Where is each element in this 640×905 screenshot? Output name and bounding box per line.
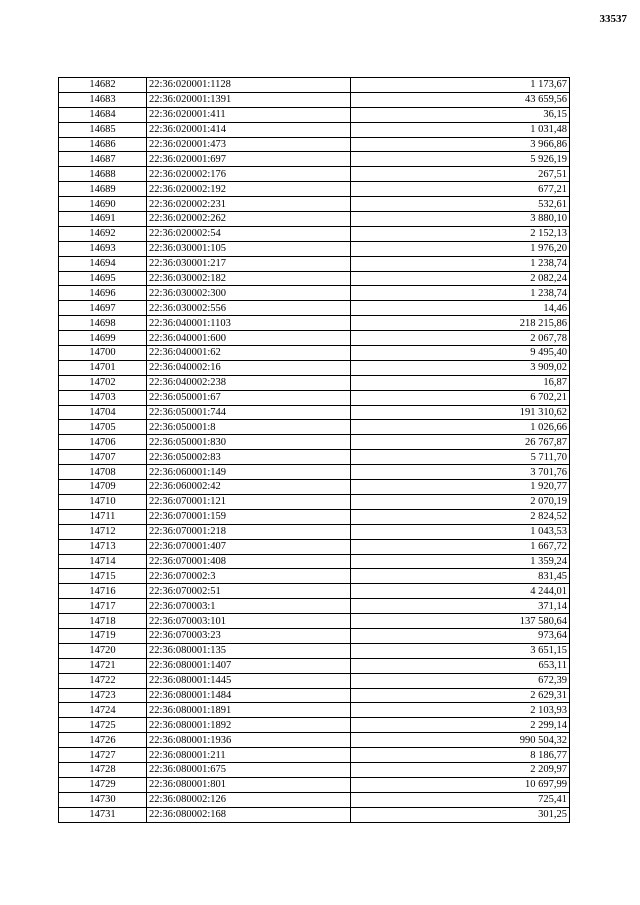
cadastral-number-cell: 22:36:070001:218 xyxy=(147,524,351,539)
table-row xyxy=(59,420,570,435)
row-number-cell: 14689 xyxy=(59,182,147,197)
table-row xyxy=(59,286,570,301)
row-number-cell: 14702 xyxy=(59,375,147,390)
row-number-cell: 14710 xyxy=(59,494,147,509)
cadastral-number-cell: 22:36:050001:67 xyxy=(147,390,351,405)
table-row xyxy=(59,584,570,599)
value-cell: 301,25 xyxy=(351,807,570,822)
value-cell: 672,39 xyxy=(351,673,570,688)
cadastral-number-cell: 22:36:080001:1407 xyxy=(147,658,351,673)
row-number-cell: 14717 xyxy=(59,599,147,614)
cadastral-number-cell: 22:36:070003:1 xyxy=(147,599,351,614)
table-row xyxy=(59,360,570,375)
cadastral-number-cell: 22:36:030002:300 xyxy=(147,286,351,301)
table-row xyxy=(59,643,570,658)
row-number-cell: 14691 xyxy=(59,212,147,227)
row-number-cell: 14728 xyxy=(59,762,147,777)
row-number-cell: 14713 xyxy=(59,539,147,554)
value-cell: 1 238,74 xyxy=(351,286,570,301)
table-row xyxy=(59,256,570,271)
row-number-cell: 14698 xyxy=(59,316,147,331)
row-number-cell: 14723 xyxy=(59,688,147,703)
registry-table-body xyxy=(59,78,570,823)
table-row xyxy=(59,301,570,316)
cadastral-number-cell: 22:36:050001:8 xyxy=(147,420,351,435)
table-row xyxy=(59,435,570,450)
cadastral-number-cell: 22:36:030002:556 xyxy=(147,301,351,316)
cadastral-number-cell: 22:36:030001:105 xyxy=(147,241,351,256)
value-cell: 26 767,87 xyxy=(351,435,570,450)
value-cell: 1 026,66 xyxy=(351,420,570,435)
row-number-cell: 14714 xyxy=(59,554,147,569)
table-row xyxy=(59,777,570,792)
cadastral-number-cell: 22:36:030001:217 xyxy=(147,256,351,271)
cadastral-number-cell: 22:36:080001:1891 xyxy=(147,703,351,718)
value-cell: 9 495,40 xyxy=(351,346,570,361)
value-cell: 191 310,62 xyxy=(351,405,570,420)
value-cell: 3 966,86 xyxy=(351,137,570,152)
cadastral-number-cell: 22:36:020002:262 xyxy=(147,212,351,227)
row-number-cell: 14685 xyxy=(59,122,147,137)
value-cell: 3 701,76 xyxy=(351,465,570,480)
value-cell: 3 651,15 xyxy=(351,643,570,658)
table-row xyxy=(59,688,570,703)
value-cell: 1 238,74 xyxy=(351,256,570,271)
row-number-cell: 14712 xyxy=(59,524,147,539)
value-cell: 2 209,97 xyxy=(351,762,570,777)
row-number-cell: 14707 xyxy=(59,450,147,465)
table-row xyxy=(59,390,570,405)
row-number-cell: 14683 xyxy=(59,92,147,107)
table-row xyxy=(59,122,570,137)
value-cell: 1 359,24 xyxy=(351,554,570,569)
cadastral-number-cell: 22:36:080001:1936 xyxy=(147,733,351,748)
table-row xyxy=(59,480,570,495)
cadastral-number-cell: 22:36:070002:3 xyxy=(147,569,351,584)
table-row xyxy=(59,539,570,554)
value-cell: 14,46 xyxy=(351,301,570,316)
row-number-cell: 14711 xyxy=(59,509,147,524)
row-number-cell: 14718 xyxy=(59,614,147,629)
value-cell: 677,21 xyxy=(351,182,570,197)
value-cell: 8 186,77 xyxy=(351,748,570,763)
cadastral-number-cell: 22:36:040001:62 xyxy=(147,346,351,361)
table-row xyxy=(59,554,570,569)
table-row xyxy=(59,718,570,733)
table-row xyxy=(59,152,570,167)
table-row xyxy=(59,807,570,822)
row-number-cell: 14727 xyxy=(59,748,147,763)
value-cell: 36,15 xyxy=(351,107,570,122)
row-number-cell: 14695 xyxy=(59,271,147,286)
table-row xyxy=(59,167,570,182)
row-number-cell: 14697 xyxy=(59,301,147,316)
cadastral-number-cell: 22:36:080001:675 xyxy=(147,762,351,777)
row-number-cell: 14684 xyxy=(59,107,147,122)
row-number-cell: 14720 xyxy=(59,643,147,658)
table-row xyxy=(59,107,570,122)
table-row xyxy=(59,226,570,241)
table-row xyxy=(59,673,570,688)
value-cell: 16,87 xyxy=(351,375,570,390)
cadastral-number-cell: 22:36:070001:407 xyxy=(147,539,351,554)
cadastral-number-cell: 22:36:020001:1128 xyxy=(147,78,351,93)
value-cell: 990 504,32 xyxy=(351,733,570,748)
cadastral-number-cell: 22:36:050001:744 xyxy=(147,405,351,420)
table-row xyxy=(59,271,570,286)
value-cell: 1 043,53 xyxy=(351,524,570,539)
table-row xyxy=(59,346,570,361)
cadastral-number-cell: 22:36:080001:1445 xyxy=(147,673,351,688)
value-cell: 2 824,52 xyxy=(351,509,570,524)
cadastral-number-cell: 22:36:040001:1103 xyxy=(147,316,351,331)
value-cell: 218 215,86 xyxy=(351,316,570,331)
table-row xyxy=(59,614,570,629)
table-row xyxy=(59,212,570,227)
table-row xyxy=(59,405,570,420)
cadastral-number-cell: 22:36:070001:121 xyxy=(147,494,351,509)
cadastral-number-cell: 22:36:040002:16 xyxy=(147,360,351,375)
value-cell: 5 711,70 xyxy=(351,450,570,465)
value-cell: 2 067,78 xyxy=(351,331,570,346)
value-cell: 267,51 xyxy=(351,167,570,182)
table-row xyxy=(59,733,570,748)
cadastral-number-cell: 22:36:080001:801 xyxy=(147,777,351,792)
row-number-cell: 14687 xyxy=(59,152,147,167)
table-row xyxy=(59,241,570,256)
value-cell: 973,64 xyxy=(351,628,570,643)
value-cell: 2 070,19 xyxy=(351,494,570,509)
row-number-cell: 14731 xyxy=(59,807,147,822)
cadastral-number-cell: 22:36:020001:414 xyxy=(147,122,351,137)
value-cell: 1 031,48 xyxy=(351,122,570,137)
table-row xyxy=(59,465,570,480)
table-row xyxy=(59,316,570,331)
table-row xyxy=(59,703,570,718)
table-row xyxy=(59,450,570,465)
value-cell: 2 299,14 xyxy=(351,718,570,733)
value-cell: 2 629,31 xyxy=(351,688,570,703)
value-cell: 43 659,56 xyxy=(351,92,570,107)
row-number-cell: 14705 xyxy=(59,420,147,435)
row-number-cell: 14700 xyxy=(59,346,147,361)
row-number-cell: 14730 xyxy=(59,792,147,807)
page-number: 33537 xyxy=(599,13,627,25)
row-number-cell: 14682 xyxy=(59,78,147,93)
registry-table xyxy=(58,77,570,823)
row-number-cell: 14725 xyxy=(59,718,147,733)
table-row xyxy=(59,599,570,614)
row-number-cell: 14706 xyxy=(59,435,147,450)
value-cell: 2 103,93 xyxy=(351,703,570,718)
value-cell: 1 173,67 xyxy=(351,78,570,93)
cadastral-number-cell: 22:36:040001:600 xyxy=(147,331,351,346)
value-cell: 725,41 xyxy=(351,792,570,807)
table-row xyxy=(59,197,570,212)
cadastral-number-cell: 22:36:060001:149 xyxy=(147,465,351,480)
table-row xyxy=(59,375,570,390)
table-row xyxy=(59,494,570,509)
cadastral-number-cell: 22:36:080001:1892 xyxy=(147,718,351,733)
value-cell: 831,45 xyxy=(351,569,570,584)
cadastral-number-cell: 22:36:050001:830 xyxy=(147,435,351,450)
row-number-cell: 14724 xyxy=(59,703,147,718)
cadastral-number-cell: 22:36:080002:126 xyxy=(147,792,351,807)
row-number-cell: 14694 xyxy=(59,256,147,271)
cadastral-number-cell: 22:36:020002:231 xyxy=(147,197,351,212)
cadastral-number-cell: 22:36:020001:1391 xyxy=(147,92,351,107)
row-number-cell: 14701 xyxy=(59,360,147,375)
row-number-cell: 14708 xyxy=(59,465,147,480)
value-cell: 1 667,72 xyxy=(351,539,570,554)
value-cell: 4 244,01 xyxy=(351,584,570,599)
row-number-cell: 14693 xyxy=(59,241,147,256)
cadastral-number-cell: 22:36:080002:168 xyxy=(147,807,351,822)
cadastral-number-cell: 22:36:070003:23 xyxy=(147,628,351,643)
value-cell: 2 152,13 xyxy=(351,226,570,241)
row-number-cell: 14709 xyxy=(59,480,147,495)
cadastral-number-cell: 22:36:080001:135 xyxy=(147,643,351,658)
cadastral-number-cell: 22:36:070001:408 xyxy=(147,554,351,569)
value-cell: 2 082,24 xyxy=(351,271,570,286)
table-row xyxy=(59,78,570,93)
value-cell: 371,14 xyxy=(351,599,570,614)
cadastral-number-cell: 22:36:020001:473 xyxy=(147,137,351,152)
table-row xyxy=(59,182,570,197)
row-number-cell: 14686 xyxy=(59,137,147,152)
value-cell: 3 880,10 xyxy=(351,212,570,227)
row-number-cell: 14688 xyxy=(59,167,147,182)
table-row xyxy=(59,524,570,539)
row-number-cell: 14716 xyxy=(59,584,147,599)
cadastral-number-cell: 22:36:070001:159 xyxy=(147,509,351,524)
value-cell: 3 909,02 xyxy=(351,360,570,375)
table-row xyxy=(59,331,570,346)
value-cell: 1 920,77 xyxy=(351,480,570,495)
value-cell: 10 697,99 xyxy=(351,777,570,792)
cadastral-number-cell: 22:36:020002:54 xyxy=(147,226,351,241)
value-cell: 5 926,19 xyxy=(351,152,570,167)
table-row xyxy=(59,658,570,673)
table-row xyxy=(59,92,570,107)
cadastral-number-cell: 22:36:040002:238 xyxy=(147,375,351,390)
table-row xyxy=(59,748,570,763)
table-row xyxy=(59,509,570,524)
row-number-cell: 14696 xyxy=(59,286,147,301)
cadastral-number-cell: 22:36:020002:176 xyxy=(147,167,351,182)
row-number-cell: 14692 xyxy=(59,226,147,241)
row-number-cell: 14722 xyxy=(59,673,147,688)
cadastral-number-cell: 22:36:020001:411 xyxy=(147,107,351,122)
cadastral-number-cell: 22:36:020001:697 xyxy=(147,152,351,167)
cadastral-number-cell: 22:36:070003:101 xyxy=(147,614,351,629)
cadastral-number-cell: 22:36:080001:1484 xyxy=(147,688,351,703)
row-number-cell: 14726 xyxy=(59,733,147,748)
table-row xyxy=(59,137,570,152)
row-number-cell: 14715 xyxy=(59,569,147,584)
table-row xyxy=(59,628,570,643)
value-cell: 137 580,64 xyxy=(351,614,570,629)
cadastral-number-cell: 22:36:050002:83 xyxy=(147,450,351,465)
table-row xyxy=(59,762,570,777)
row-number-cell: 14729 xyxy=(59,777,147,792)
row-number-cell: 14699 xyxy=(59,331,147,346)
value-cell: 532,61 xyxy=(351,197,570,212)
table-row xyxy=(59,569,570,584)
cadastral-number-cell: 22:36:030002:182 xyxy=(147,271,351,286)
cadastral-number-cell: 22:36:020002:192 xyxy=(147,182,351,197)
row-number-cell: 14690 xyxy=(59,197,147,212)
cadastral-number-cell: 22:36:060002:42 xyxy=(147,480,351,495)
row-number-cell: 14704 xyxy=(59,405,147,420)
row-number-cell: 14703 xyxy=(59,390,147,405)
value-cell: 653,11 xyxy=(351,658,570,673)
value-cell: 6 702,21 xyxy=(351,390,570,405)
cadastral-number-cell: 22:36:080001:211 xyxy=(147,748,351,763)
row-number-cell: 14721 xyxy=(59,658,147,673)
cadastral-number-cell: 22:36:070002:51 xyxy=(147,584,351,599)
table-row xyxy=(59,792,570,807)
row-number-cell: 14719 xyxy=(59,628,147,643)
value-cell: 1 976,20 xyxy=(351,241,570,256)
